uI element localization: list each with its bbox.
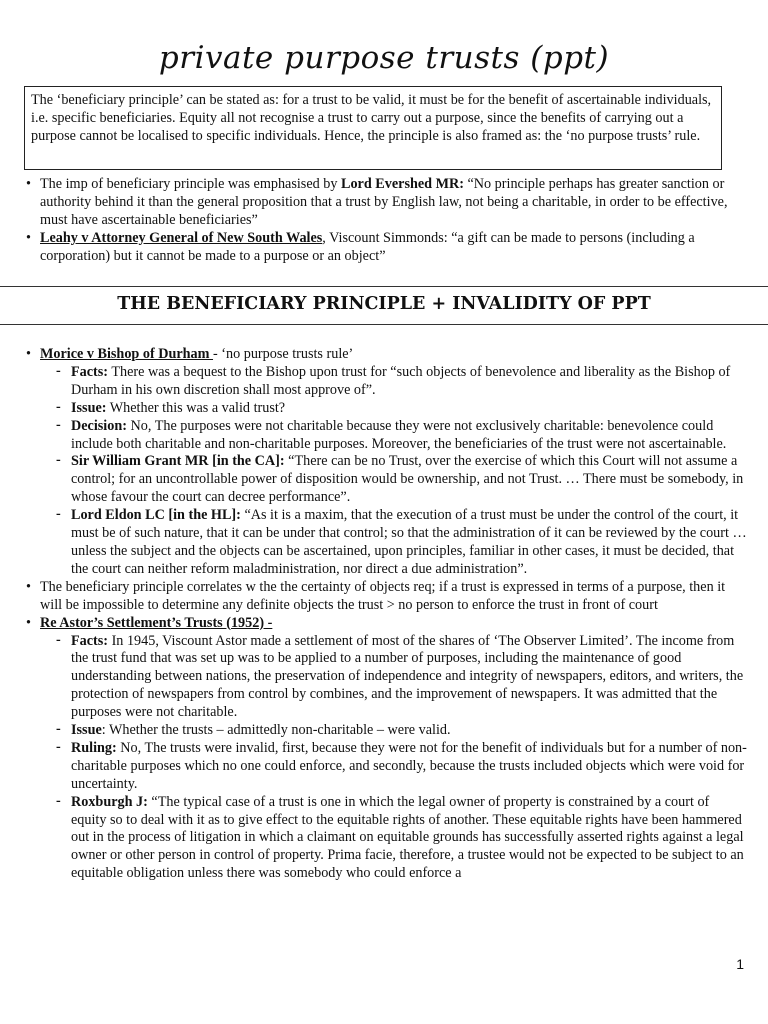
list-item <box>24 579 748 615</box>
bullet-text: The beneficiary principle correlates w the the certainty of objects req; if a trust is expressed in terms of a purpose, then it will be impossible to determine any definite objects the trust > no person to enforce the trust in front of court <box>40 578 726 613</box>
item-text: “The typical case of a trust is one in which the legal owner of property is constrained by a court of equity so to deal with it as to give effect to the equitable rights of another. These equitable rights have been hammered out in the process of litigation in which a claimant on equitable grounds has successfully asserted rights against a legal owner or other person in control of property. Prima facie, therefore, a trustee would not be expected to be subject to an equitable obligation unless there was somebody who could enforce a <box>71 793 744 882</box>
item-label: Sir William Grant MR [in the CA]: <box>71 453 285 470</box>
item-text: : Whether the trusts – admittedly non-charitable – were valid. <box>101 722 451 739</box>
intro-box <box>24 86 722 170</box>
item-text: No, The purposes were not charitable because they were not exclusively charitable: benevolence could include both charitable and non-charitable purposes. Moreover, the beneficiaries of the trust were not ascertainable. <box>71 417 727 452</box>
divider-top <box>0 286 768 287</box>
sub-item <box>54 633 748 723</box>
sub-item <box>54 418 748 454</box>
intro-text: The ‘beneficiary principle’ can be stated as: for a trust to be valid, it must be for the benefit of ascertainable individuals, i.e. specific beneficiaries. Equity all not recognise a trust to carry out a purpose, since the benefits of carrying out a purpose cannot be localised to specific individuals. Hence, the principle is also framed as: the ‘no purpose trusts’ rule. <box>31 92 712 144</box>
page-title: private purpose trusts (ppt) <box>158 40 610 76</box>
item-label: Issue <box>71 722 102 739</box>
sub-item <box>54 794 748 884</box>
bullet-text: “No principle perhaps has greater sanction or authority behind it than the general proposition that a trust by English law, not being a charitable, in order to be effective, must have ascertainable beneficiaries” <box>40 176 728 228</box>
case-suffix: - ‘no purpose trusts rule’ <box>213 346 354 362</box>
list-item <box>24 615 748 884</box>
sub-item <box>54 507 748 579</box>
item-text: Whether this was a valid trust? <box>106 399 286 416</box>
sub-item <box>54 722 748 740</box>
sub-item <box>54 400 748 418</box>
item-text: In 1945, Viscount Astor made a settlement of most of the shares of ‘The Observer Limited’. The income from the trust fund that was set up was to be applied to a number of purposes, including the maintenance of good understanding between nations, the preservation of independence and integrity of newspapers, editors, and writers, the protection of newspapers from control by combines, and the improvement of newspapers. It was admitted that the purposes were not charitable. <box>71 632 744 721</box>
list-item <box>24 176 748 230</box>
divider-bottom <box>0 324 768 325</box>
sub-item <box>54 453 748 507</box>
list-item <box>24 346 748 579</box>
judge-name: Lord Evershed MR: <box>341 176 464 192</box>
bullet-text: , Viscount Simmonds: “a gift can be made to persons (including a corporation) but it cannot be made to a purpose or an object” <box>40 229 695 264</box>
item-label: Lord Eldon LC [in the HL]: <box>71 507 241 524</box>
item-label: Issue: <box>71 399 107 416</box>
section-heading: THE BENEFICIARY PRINCIPLE + INVALIDITY OF PPT <box>117 294 651 314</box>
item-text: “As it is a maxim, that the execution of a trust must be under the control of the court, it must be of such nature, that it can be under that control; so that the administration of it can be reviewed by the court … unless the subject and the objects can be ascertained, upon principles, familiar in other cases, it must be decided, that the court can neither reform maladministration, nor direct a due administration”. <box>71 507 747 577</box>
sub-item <box>54 740 748 794</box>
case-list <box>24 346 748 883</box>
item-label: Roxburgh J: <box>71 793 148 810</box>
page-number: 1 <box>736 956 744 972</box>
case-name: Morice v Bishop of Durham <box>40 346 214 362</box>
item-label: Facts: <box>71 363 109 380</box>
case-name: Leahy v Attorney General of New South Wales <box>40 229 323 246</box>
sub-list <box>54 633 748 884</box>
item-text: No, The trusts were invalid, first, because they were not for the benefit of individuals but for a number of non-charitable purposes which no one could enforce, and secondly, because the trusts included objects which were void for uncertainty. <box>71 739 747 792</box>
case-name: Re Astor’s Settlement’s Trusts (1952) - <box>40 614 273 631</box>
sub-list <box>54 364 748 579</box>
bullet-text: The imp of beneficiary principle was emphasised by <box>40 176 341 192</box>
item-text: “There can be no Trust, over the exercise of which this Court will not assume a control; for an uncontrollable power of disposition would be ownership, and not Trust. … There must be somebody, in whose favour the court can decree performance”. <box>71 453 744 506</box>
item-text: There was a bequest to the Bishop upon trust for “such objects of benevolence and liberality as the Bishop of Durham in his own discretion shall most approve of”. <box>71 363 731 398</box>
item-label: Decision: <box>71 417 127 434</box>
item-label: Ruling: <box>71 739 117 756</box>
list-item <box>24 230 748 266</box>
top-bullet-list <box>24 176 748 266</box>
item-label: Facts: <box>71 632 109 649</box>
sub-item <box>54 364 748 400</box>
